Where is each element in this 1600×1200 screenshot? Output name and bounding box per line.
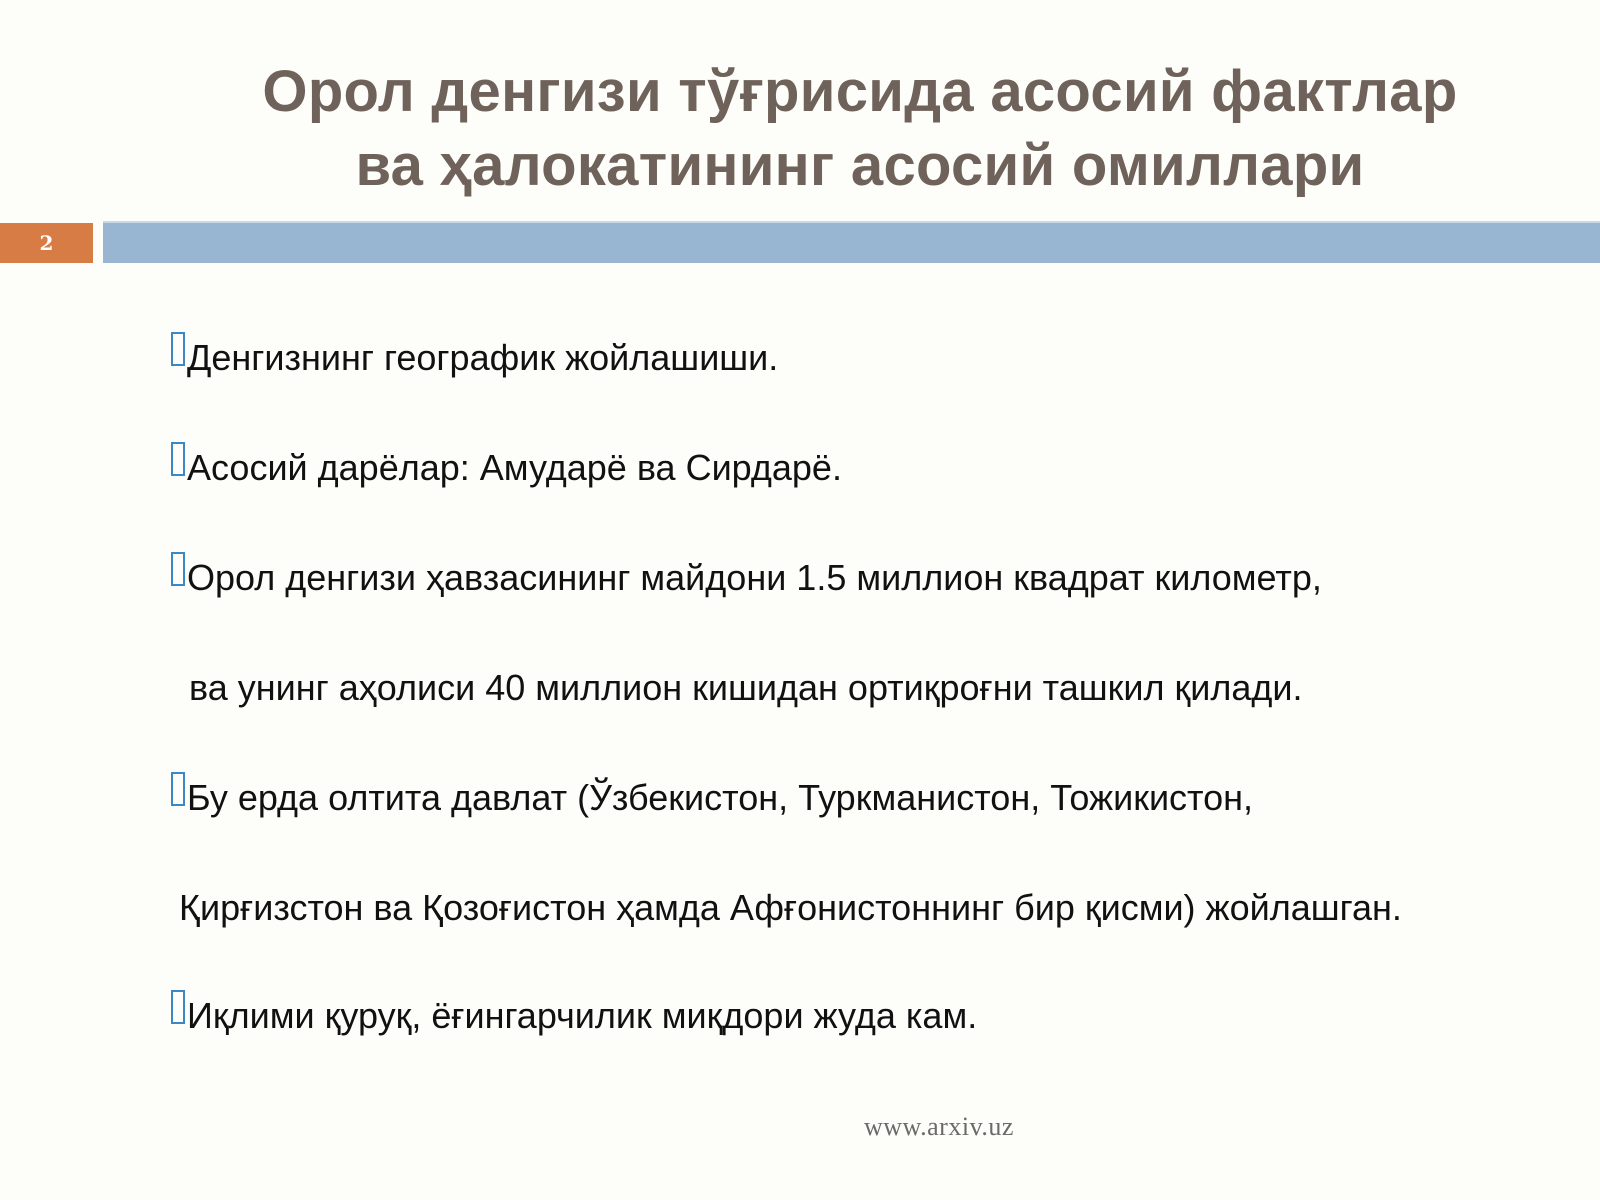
slide-title-line-1: Орол денгизи тўғрисида асосий фактлар <box>262 59 1458 124</box>
bullet-text: Денгизнинг географик жойлашиши. <box>187 337 779 378</box>
bullet-box-icon <box>171 332 185 366</box>
bullet-box-icon <box>171 772 185 806</box>
bullet-continuation-countries: Қирғизстон ва Қозоғистон ҳамда Афғонистоннинг бир қисми) жойлашган. <box>179 887 1402 928</box>
header-bar <box>103 223 1600 263</box>
bullet-box-icon <box>171 442 185 476</box>
bullet-item-location <box>171 336 778 380</box>
slide-number-badge: 2 <box>0 223 93 263</box>
slide-title-line-2: ва ҳалокатининг асосий омиллари <box>355 133 1365 198</box>
bullet-item-countries <box>171 776 1253 820</box>
bullet-text: Асосий дарёлар: Амударё ва Сирдарё. <box>187 447 842 488</box>
bullet-text: Бу ерда олтита давлат (Ўзбекистон, Туркманистон, Тожикистон, <box>187 777 1254 818</box>
slide-title <box>140 55 1580 203</box>
bullet-text: Орол денгизи ҳавзасининг майдони 1.5 миллион квадрат километр, <box>187 557 1322 598</box>
bullet-item-basin-area <box>171 556 1322 600</box>
footer-website: www.arxiv.uz <box>864 1112 1014 1141</box>
bullet-item-climate <box>171 994 977 1038</box>
bullet-text: Иқлими қуруқ, ёғингарчилик миқдори жуда кам. <box>187 995 978 1036</box>
bullet-item-rivers <box>171 446 842 490</box>
bullet-box-icon <box>171 552 185 586</box>
bullet-continuation-population: ва унинг аҳолиси 40 миллион кишидан ортиқроғни ташкил қилади. <box>189 667 1303 708</box>
bullet-box-icon <box>171 990 185 1024</box>
